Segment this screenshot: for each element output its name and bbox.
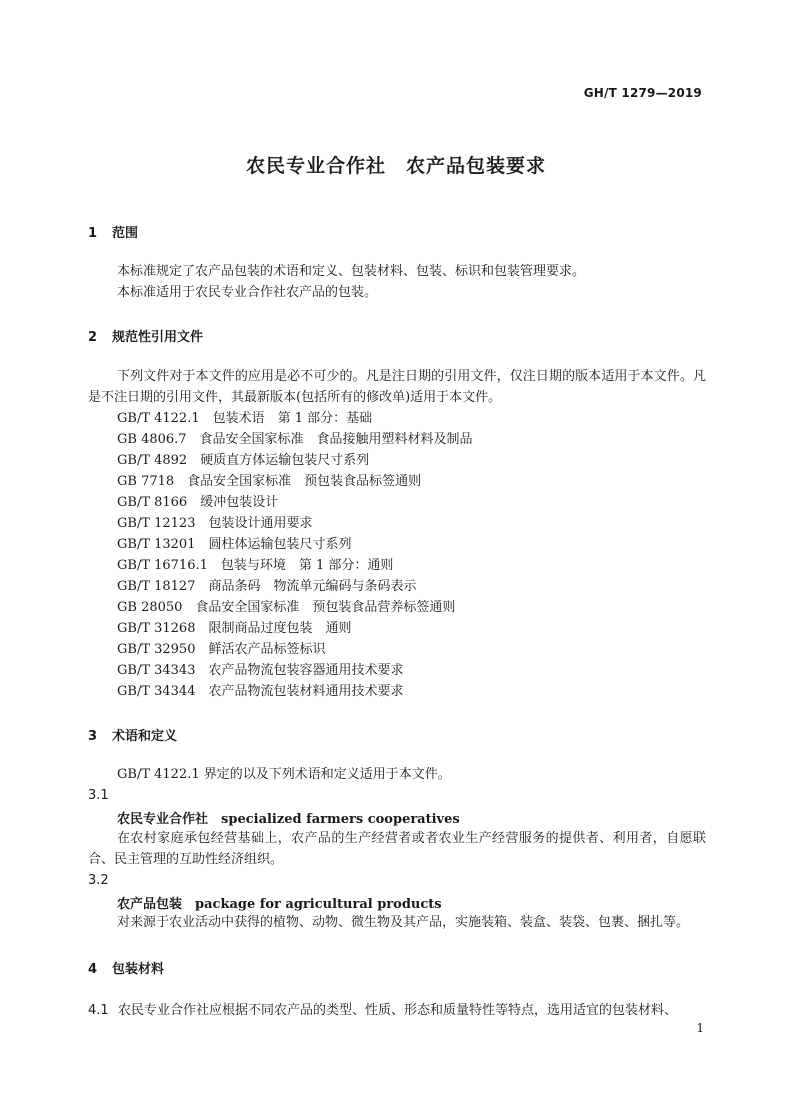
reference-item: GB/T 8166 缓冲包装设计: [117, 495, 279, 510]
section-number: 1: [88, 226, 98, 241]
section-title: 范围: [112, 226, 139, 241]
section-title: 术语和定义: [112, 729, 178, 744]
term-zh: 农产品包装: [117, 897, 183, 912]
reference-item: GB/T 18127 商品条码 物流单元编码与条码表示: [117, 579, 417, 594]
term-heading: [117, 808, 460, 827]
standard-code: GH/T 1279—2019: [583, 86, 702, 100]
reference-item: GB 7718 食品安全国家标准 预包装食品标签通则: [117, 474, 422, 489]
clause-text: 农民专业合作社应根据不同农产品的类型、性质、形态和质量特性等特点，选用适宜的包装材料、: [118, 1003, 678, 1018]
term-en: specialized farmers cooperatives: [221, 812, 460, 827]
terms-intro: GB/T 4122.1 界定的以及下列术语和定义适用于本文件。: [117, 767, 451, 782]
scope-paragraph-1: 本标准规定了农产品包装的术语和定义、包装材料、包装、标识和包装管理要求。: [117, 264, 586, 279]
reference-item: GB/T 4122.1 包装术语 第 1 部分：基础: [117, 411, 373, 426]
reference-item: GB/T 4892 硬质直方体运输包装尺寸系列: [117, 453, 370, 468]
section-number: 4: [88, 962, 98, 977]
reference-item: GB/T 16716.1 包装与环境 第 1 部分：通则: [117, 558, 394, 573]
reference-item: GB 4806.7 食品安全国家标准 食品接触用塑料材料及制品: [117, 432, 473, 447]
term-en: package for agricultural products: [195, 897, 442, 912]
reference-item: GB/T 12123 包装设计通用要求: [117, 516, 313, 531]
section-number: 2: [88, 330, 98, 345]
term-zh: 农民专业合作社: [117, 812, 209, 827]
section-3-heading: [88, 725, 177, 744]
reference-item: GB/T 34344 农产品物流包装材料通用技术要求: [117, 684, 404, 699]
clause-4-1: [88, 999, 677, 1018]
section-4-heading: [88, 958, 164, 977]
section-1-heading: [88, 222, 138, 241]
reference-item: GB 28050 食品安全国家标准 预包装食品营养标签通则: [117, 600, 456, 615]
term-number: 3.1: [88, 788, 109, 803]
reference-item: GB/T 13201 圆柱体运输包装尺寸系列: [117, 537, 352, 552]
term-definition: 在农村家庭承包经营基础上，农产品的生产经营者或者农业生产经营服务的提供者、利用者，自愿联合、民主管理的互助性经济组织。: [88, 831, 706, 867]
reference-item: GB/T 31268 限制商品过度包装 通则: [117, 621, 352, 636]
section-title: 规范性引用文件: [112, 330, 204, 345]
document-title: 农民专业合作社 农产品包装要求: [245, 155, 546, 177]
page-number: 1: [696, 1021, 704, 1035]
reference-item: GB/T 34343 农产品物流包装容器通用技术要求: [117, 663, 404, 678]
term-heading: [117, 893, 442, 912]
references-intro: 下列文件对于本文件的应用是必不可少的。凡是注日期的引用文件，仅注日期的版本适用于本文件。凡是不注日期的引用文件，其最新版本(包括所有的修改单)适用于本文件。: [88, 369, 706, 405]
scope-paragraph-2: 本标准适用于农民专业合作社农产品的包装。: [117, 285, 378, 300]
section-number: 3: [88, 729, 98, 744]
reference-item: GB/T 32950 鲜活农产品标签标识: [117, 642, 326, 657]
section-title: 包装材料: [112, 962, 165, 977]
term-definition: 对来源于农业活动中获得的植物、动物、微生物及其产品，实施装箱、装盒、装袋、包裹、捆扎等。: [117, 915, 690, 930]
section-2-heading: [88, 326, 203, 345]
term-number: 3.2: [88, 873, 109, 888]
clause-number: 4.1: [88, 1003, 109, 1018]
